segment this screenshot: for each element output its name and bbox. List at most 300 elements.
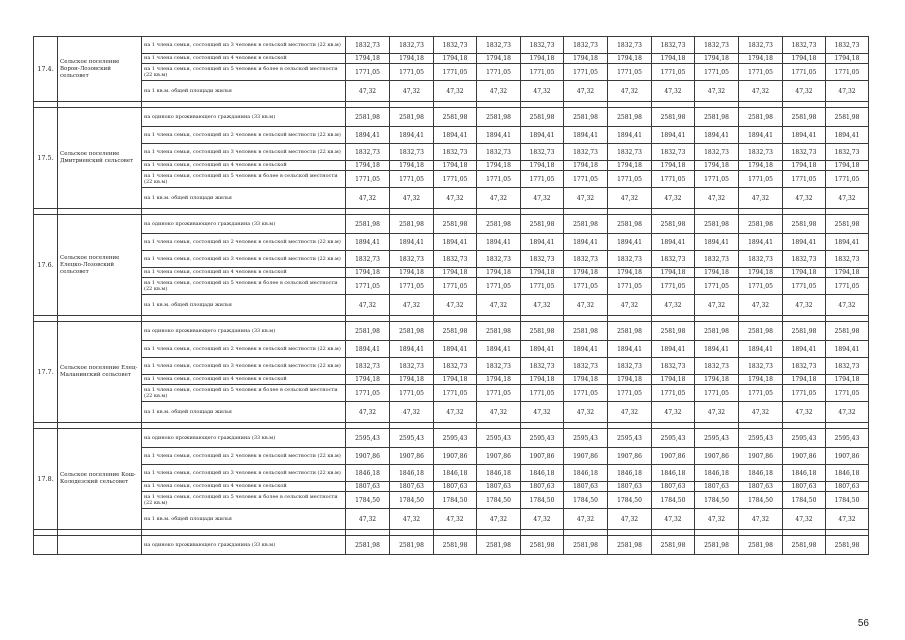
- cost-value-cell: 1794,18: [564, 54, 608, 64]
- cost-value-cell: 1894,41: [434, 234, 477, 251]
- cost-value-cell: 1784,50: [434, 492, 477, 509]
- cost-value-cell: 1771,05: [346, 385, 390, 402]
- norm-description: на 1 кв.м. общей площади жилья: [142, 402, 346, 423]
- cost-value-cell: 2581,98: [521, 322, 564, 341]
- cost-value-cell: 2595,43: [477, 429, 521, 448]
- cost-value-cell: 1846,18: [608, 465, 652, 482]
- cost-value-cell: 1832,73: [346, 144, 390, 161]
- cost-value-cell: 1832,73: [652, 144, 695, 161]
- cost-value-cell: 1771,05: [477, 278, 521, 295]
- cost-value-cell: 1784,50: [652, 492, 695, 509]
- cost-value-cell: 1832,73: [434, 37, 477, 54]
- cost-value-cell: 1794,18: [434, 375, 477, 385]
- cost-value-cell: 1771,05: [739, 171, 783, 188]
- cost-value-cell: 47,32: [826, 295, 869, 316]
- cost-value-cell: 1832,73: [564, 144, 608, 161]
- cost-value-cell: 1846,18: [477, 465, 521, 482]
- norm-description: на 1 члена семьи, состоящей из 2 человек в сельской местности (22 кв.м): [142, 341, 346, 358]
- norm-description: на 1 кв.м. общей площади жилья: [142, 509, 346, 530]
- cost-value-cell: 1794,18: [477, 161, 521, 171]
- cost-value-cell: 2581,98: [826, 108, 869, 127]
- norm-description: на 1 члена семьи, состоящей из 4 человек в сельской: [142, 161, 346, 171]
- cost-value-cell: 1832,73: [652, 37, 695, 54]
- cost-value-cell: 2581,98: [564, 108, 608, 127]
- cost-value-cell: 1807,63: [608, 482, 652, 492]
- cost-value-cell: 1784,50: [826, 492, 869, 509]
- norm-description: на 1 члена семьи, состоящей из 3 человек в сельской местности (22 кв.м): [142, 358, 346, 375]
- cost-value-cell: 1832,73: [739, 144, 783, 161]
- cost-value-cell: 1832,73: [477, 251, 521, 268]
- cost-value-cell: 47,32: [434, 188, 477, 209]
- cost-value-cell: 2581,98: [739, 322, 783, 341]
- cost-value-cell: 2581,98: [652, 322, 695, 341]
- norm-description: на одиноко проживающего гражданина (33 кв.м): [142, 108, 346, 127]
- cost-value-cell: 1894,41: [695, 127, 739, 144]
- cost-value-cell: 47,32: [652, 402, 695, 423]
- page-number: 56: [857, 618, 869, 629]
- cost-value-cell: 47,32: [739, 81, 783, 102]
- cost-value-cell: 1771,05: [477, 385, 521, 402]
- cost-value-cell: 1794,18: [826, 375, 869, 385]
- norm-description: на 1 кв.м. общей площади жилья: [142, 81, 346, 102]
- cost-value-cell: 2581,98: [739, 215, 783, 234]
- table-row: [34, 234, 869, 251]
- cost-value-cell: 47,32: [826, 509, 869, 530]
- cost-value-cell: 47,32: [564, 295, 608, 316]
- cost-value-cell: 1771,05: [434, 385, 477, 402]
- cost-value-cell: 1794,18: [783, 54, 826, 64]
- cost-value-cell: 1771,05: [783, 171, 826, 188]
- cost-value-cell: 2581,98: [652, 215, 695, 234]
- cost-value-cell: 47,32: [390, 81, 434, 102]
- cost-value-cell: 2581,98: [564, 215, 608, 234]
- cost-value-cell: 2595,43: [346, 429, 390, 448]
- cost-value-cell: 1832,73: [783, 144, 826, 161]
- settlement-number: 17.6.: [34, 215, 58, 316]
- cost-value-cell: 1832,73: [652, 358, 695, 375]
- cost-value-cell: 1807,63: [739, 482, 783, 492]
- cost-value-cell: 2581,98: [608, 108, 652, 127]
- table-row: [34, 465, 869, 482]
- cost-value-cell: 1771,05: [608, 64, 652, 81]
- cost-value-cell: 47,32: [608, 188, 652, 209]
- cost-value-cell: 1832,73: [739, 251, 783, 268]
- cost-value-cell: 1771,05: [783, 64, 826, 81]
- table-row: [34, 108, 869, 127]
- cost-value-cell: 1794,18: [739, 268, 783, 278]
- cost-value-cell: 1794,18: [434, 268, 477, 278]
- cost-value-cell: 1771,05: [521, 171, 564, 188]
- cost-value-cell: 1794,18: [521, 54, 564, 64]
- cost-value-cell: 1894,41: [521, 127, 564, 144]
- cost-value-cell: 47,32: [434, 81, 477, 102]
- table-row: [34, 295, 869, 316]
- cost-value-cell: 1794,18: [826, 54, 869, 64]
- cost-value-cell: 47,32: [826, 402, 869, 423]
- cost-value-cell: 47,32: [521, 295, 564, 316]
- cost-value-cell: 2581,98: [346, 322, 390, 341]
- cost-value-cell: 1832,73: [434, 144, 477, 161]
- cost-value-cell: 1832,73: [783, 358, 826, 375]
- cost-value-cell: 2581,98: [695, 536, 739, 555]
- cost-value-cell: 2581,98: [739, 108, 783, 127]
- cost-value-cell: 1807,63: [783, 482, 826, 492]
- cost-value-cell: 1794,18: [695, 161, 739, 171]
- tariff-table-sheet: [33, 36, 868, 555]
- cost-value-cell: 47,32: [477, 402, 521, 423]
- cost-value-cell: 1907,86: [434, 448, 477, 465]
- table-row: [34, 358, 869, 375]
- cost-value-cell: 47,32: [564, 188, 608, 209]
- cost-value-cell: 2581,98: [434, 536, 477, 555]
- cost-value-cell: 1832,73: [739, 358, 783, 375]
- cost-value-cell: 1771,05: [521, 385, 564, 402]
- cost-value-cell: 1894,41: [608, 234, 652, 251]
- cost-value-cell: 1894,41: [739, 234, 783, 251]
- cost-value-cell: 47,32: [434, 295, 477, 316]
- table-row: [34, 492, 869, 509]
- settlement-name: [58, 536, 142, 555]
- cost-value-cell: 1832,73: [346, 251, 390, 268]
- cost-value-cell: 1771,05: [826, 171, 869, 188]
- cost-value-cell: 1794,18: [564, 375, 608, 385]
- cost-value-cell: 47,32: [346, 402, 390, 423]
- cost-value-cell: 47,32: [346, 188, 390, 209]
- table-row: [34, 64, 869, 81]
- cost-value-cell: 2581,98: [608, 322, 652, 341]
- cost-value-cell: 1894,41: [521, 234, 564, 251]
- settlement-number: 17.7.: [34, 322, 58, 423]
- cost-value-cell: 1894,41: [826, 127, 869, 144]
- cost-value-cell: 47,32: [652, 295, 695, 316]
- cost-value-cell: 1771,05: [477, 64, 521, 81]
- cost-value-cell: 1794,18: [783, 161, 826, 171]
- cost-value-cell: 47,32: [783, 402, 826, 423]
- cost-value-cell: 1794,18: [434, 161, 477, 171]
- cost-value-cell: 47,32: [652, 509, 695, 530]
- cost-value-cell: 1832,73: [521, 358, 564, 375]
- cost-value-cell: 2581,98: [346, 536, 390, 555]
- cost-value-cell: 2581,98: [521, 108, 564, 127]
- cost-value-cell: 2581,98: [695, 215, 739, 234]
- cost-value-cell: 1846,18: [783, 465, 826, 482]
- cost-value-cell: 1794,18: [652, 268, 695, 278]
- norm-description: на 1 члена семьи, состоящей из 4 человек в сельской: [142, 375, 346, 385]
- cost-value-cell: 1846,18: [652, 465, 695, 482]
- cost-value-cell: 2595,43: [695, 429, 739, 448]
- cost-value-cell: 1832,73: [521, 251, 564, 268]
- cost-value-cell: 1771,05: [390, 278, 434, 295]
- cost-value-cell: 1771,05: [739, 278, 783, 295]
- norm-description: на 1 члена семьи, состоящей из 3 человек в сельской местности (22 кв.м): [142, 251, 346, 268]
- cost-value-cell: 1771,05: [652, 385, 695, 402]
- cost-value-cell: 1794,18: [477, 375, 521, 385]
- cost-value-cell: 1807,63: [346, 482, 390, 492]
- cost-value-cell: 47,32: [390, 509, 434, 530]
- cost-value-cell: 1832,73: [739, 37, 783, 54]
- cost-value-cell: 1794,18: [346, 268, 390, 278]
- cost-value-cell: 1807,63: [695, 482, 739, 492]
- cost-value-cell: 1771,05: [564, 171, 608, 188]
- cost-value-cell: 1784,50: [695, 492, 739, 509]
- cost-value-cell: 1771,05: [390, 385, 434, 402]
- table-row: [34, 171, 869, 188]
- settlement-number: 17.5.: [34, 108, 58, 209]
- cost-value-cell: 1794,18: [564, 268, 608, 278]
- norm-description: на 1 члена семьи, состоящей из 3 человек в сельской местности (22 кв.м): [142, 37, 346, 54]
- cost-value-cell: 2595,43: [652, 429, 695, 448]
- cost-value-cell: 1794,18: [608, 161, 652, 171]
- cost-value-cell: 1907,86: [564, 448, 608, 465]
- cost-value-cell: 1794,18: [695, 375, 739, 385]
- norm-description: на 1 члена семьи, состоящей из 3 человек в сельской местности (22 кв.м): [142, 144, 346, 161]
- cost-value-cell: 47,32: [739, 402, 783, 423]
- table-row: [34, 341, 869, 358]
- cost-value-cell: 1794,18: [521, 161, 564, 171]
- cost-value-cell: 47,32: [521, 402, 564, 423]
- table-row: [34, 54, 869, 64]
- cost-value-cell: 1771,05: [695, 171, 739, 188]
- cost-value-cell: 1784,50: [390, 492, 434, 509]
- cost-value-cell: 1771,05: [521, 278, 564, 295]
- cost-value-cell: 47,32: [346, 295, 390, 316]
- cost-value-cell: 1832,73: [346, 37, 390, 54]
- settlement-number: 17.8.: [34, 429, 58, 530]
- cost-value-cell: 1832,73: [608, 37, 652, 54]
- cost-value-cell: 1832,73: [390, 251, 434, 268]
- cost-value-cell: 1832,73: [695, 144, 739, 161]
- cost-value-cell: 2581,98: [434, 108, 477, 127]
- cost-value-cell: 1894,41: [390, 234, 434, 251]
- housing-cost-table: [33, 36, 869, 555]
- cost-value-cell: 47,32: [346, 81, 390, 102]
- cost-value-cell: 2581,98: [695, 108, 739, 127]
- cost-value-cell: 1894,41: [739, 127, 783, 144]
- norm-description: на 1 кв.м. общей площади жилья: [142, 188, 346, 209]
- cost-value-cell: 1771,05: [564, 385, 608, 402]
- cost-value-cell: 2581,98: [826, 215, 869, 234]
- cost-value-cell: 1771,05: [826, 64, 869, 81]
- cost-value-cell: 1846,18: [826, 465, 869, 482]
- cost-value-cell: 1894,41: [739, 341, 783, 358]
- cost-value-cell: 1794,18: [695, 268, 739, 278]
- cost-value-cell: 1846,18: [346, 465, 390, 482]
- cost-value-cell: 1894,41: [346, 234, 390, 251]
- cost-value-cell: 1771,05: [826, 385, 869, 402]
- cost-value-cell: 1771,05: [652, 278, 695, 295]
- cost-value-cell: 2581,98: [346, 108, 390, 127]
- cost-value-cell: 2581,98: [783, 322, 826, 341]
- cost-value-cell: 47,32: [390, 402, 434, 423]
- cost-value-cell: 1907,86: [695, 448, 739, 465]
- norm-description: на 1 члена семьи, состоящей из 5 человек и более в сельской местности (22 кв.м): [142, 64, 346, 81]
- cost-value-cell: 47,32: [434, 509, 477, 530]
- cost-value-cell: 2581,98: [346, 215, 390, 234]
- cost-value-cell: 1894,41: [695, 341, 739, 358]
- cost-value-cell: 1832,73: [390, 37, 434, 54]
- cost-value-cell: 2581,98: [477, 215, 521, 234]
- cost-value-cell: 1794,18: [346, 375, 390, 385]
- cost-value-cell: 47,32: [564, 81, 608, 102]
- cost-value-cell: 2581,98: [783, 215, 826, 234]
- cost-value-cell: 1784,50: [564, 492, 608, 509]
- cost-value-cell: 1894,41: [434, 341, 477, 358]
- cost-value-cell: 1771,05: [346, 64, 390, 81]
- cost-value-cell: 1894,41: [564, 127, 608, 144]
- cost-value-cell: 1894,41: [434, 127, 477, 144]
- cost-value-cell: 2581,98: [652, 108, 695, 127]
- cost-value-cell: 1894,41: [477, 234, 521, 251]
- cost-value-cell: 1894,41: [390, 127, 434, 144]
- cost-value-cell: 47,32: [608, 295, 652, 316]
- cost-value-cell: 1846,18: [739, 465, 783, 482]
- cost-value-cell: 47,32: [826, 81, 869, 102]
- cost-value-cell: 1794,18: [346, 161, 390, 171]
- cost-value-cell: 47,32: [521, 509, 564, 530]
- cost-value-cell: 1771,05: [346, 278, 390, 295]
- cost-value-cell: 1771,05: [739, 385, 783, 402]
- cost-value-cell: 2581,98: [477, 108, 521, 127]
- cost-value-cell: 1771,05: [564, 278, 608, 295]
- cost-value-cell: 1807,63: [652, 482, 695, 492]
- cost-value-cell: 1771,05: [652, 64, 695, 81]
- cost-value-cell: 1907,86: [477, 448, 521, 465]
- cost-value-cell: 1894,41: [390, 341, 434, 358]
- cost-value-cell: 2595,43: [739, 429, 783, 448]
- norm-description: на одиноко проживающего гражданина (33 кв.м): [142, 429, 346, 448]
- cost-value-cell: 1832,73: [434, 251, 477, 268]
- cost-value-cell: 1907,86: [652, 448, 695, 465]
- cost-value-cell: 2581,98: [390, 322, 434, 341]
- cost-value-cell: 1907,86: [390, 448, 434, 465]
- cost-value-cell: 1894,41: [652, 341, 695, 358]
- cost-value-cell: 1794,18: [521, 375, 564, 385]
- cost-value-cell: 1832,73: [608, 144, 652, 161]
- cost-value-cell: 1894,41: [783, 234, 826, 251]
- cost-value-cell: 47,32: [346, 509, 390, 530]
- cost-value-cell: 2581,98: [783, 108, 826, 127]
- cost-value-cell: 1832,73: [434, 358, 477, 375]
- table-row: [34, 536, 869, 555]
- cost-value-cell: 47,32: [608, 509, 652, 530]
- cost-value-cell: 2581,98: [521, 215, 564, 234]
- cost-value-cell: 1771,05: [390, 64, 434, 81]
- cost-value-cell: 1907,86: [521, 448, 564, 465]
- cost-value-cell: 2595,43: [826, 429, 869, 448]
- cost-value-cell: 1832,73: [826, 251, 869, 268]
- cost-value-cell: 1794,18: [564, 161, 608, 171]
- cost-value-cell: 1894,41: [564, 234, 608, 251]
- table-row: [34, 429, 869, 448]
- cost-value-cell: 47,32: [608, 402, 652, 423]
- norm-description: на одиноко проживающего гражданина (33 кв.м): [142, 322, 346, 341]
- cost-value-cell: 47,32: [434, 402, 477, 423]
- cost-value-cell: 1907,86: [783, 448, 826, 465]
- norm-description: на 1 кв.м. общей площади жилья: [142, 295, 346, 316]
- cost-value-cell: 1846,18: [434, 465, 477, 482]
- cost-value-cell: 1794,18: [477, 54, 521, 64]
- cost-value-cell: 2581,98: [608, 536, 652, 555]
- norm-description: на 1 члена семьи, состоящей из 2 человек в сельской местности (22 кв.м): [142, 127, 346, 144]
- cost-value-cell: 1794,18: [695, 54, 739, 64]
- cost-value-cell: 1894,41: [564, 341, 608, 358]
- cost-value-cell: 47,32: [739, 509, 783, 530]
- cost-value-cell: 47,32: [477, 81, 521, 102]
- cost-value-cell: 1894,41: [346, 341, 390, 358]
- table-row: [34, 127, 869, 144]
- cost-value-cell: 1771,05: [739, 64, 783, 81]
- cost-value-cell: 47,32: [695, 509, 739, 530]
- cost-value-cell: 1784,50: [783, 492, 826, 509]
- norm-description: на 1 члена семьи, состоящей из 5 человек и более в сельской местности (22 кв.м): [142, 171, 346, 188]
- cost-value-cell: 1832,73: [564, 358, 608, 375]
- cost-value-cell: 1832,73: [783, 251, 826, 268]
- cost-value-cell: 1832,73: [477, 144, 521, 161]
- cost-value-cell: 47,32: [826, 188, 869, 209]
- cost-value-cell: 1784,50: [739, 492, 783, 509]
- table-row: [34, 322, 869, 341]
- cost-value-cell: 1907,86: [608, 448, 652, 465]
- cost-value-cell: 1794,18: [739, 375, 783, 385]
- cost-value-cell: 1832,73: [521, 144, 564, 161]
- cost-value-cell: 1894,41: [477, 341, 521, 358]
- cost-value-cell: 2581,98: [390, 215, 434, 234]
- cost-value-cell: 1794,18: [783, 268, 826, 278]
- settlement-name: Сельское поселение Кош-Колодезский сельсовет: [58, 429, 142, 530]
- cost-value-cell: 1894,41: [652, 234, 695, 251]
- cost-value-cell: 1832,73: [695, 251, 739, 268]
- cost-value-cell: 2581,98: [564, 536, 608, 555]
- cost-value-cell: 2581,98: [477, 536, 521, 555]
- cost-value-cell: 1894,41: [783, 127, 826, 144]
- cost-value-cell: 1894,41: [346, 127, 390, 144]
- norm-description: на 1 члена семьи, состоящей из 5 человек и более в сельской местности (22 кв.м): [142, 385, 346, 402]
- cost-value-cell: 1794,18: [390, 268, 434, 278]
- settlement-name: Сельское поселение Елец-Маланинский сельсовет: [58, 322, 142, 423]
- cost-value-cell: 1771,05: [390, 171, 434, 188]
- cost-value-cell: 2581,98: [652, 536, 695, 555]
- cost-value-cell: 1894,41: [521, 341, 564, 358]
- cost-value-cell: 1832,73: [390, 144, 434, 161]
- cost-value-cell: 1846,18: [521, 465, 564, 482]
- cost-value-cell: 1771,05: [695, 64, 739, 81]
- cost-value-cell: 1894,41: [608, 341, 652, 358]
- cost-value-cell: 47,32: [739, 188, 783, 209]
- norm-description: на 1 члена семьи, состоящей из 4 человек в сельской: [142, 268, 346, 278]
- cost-value-cell: 47,32: [695, 81, 739, 102]
- cost-value-cell: 47,32: [390, 188, 434, 209]
- cost-value-cell: 1771,05: [477, 171, 521, 188]
- table-row: [34, 268, 869, 278]
- cost-value-cell: 2595,43: [390, 429, 434, 448]
- cost-value-cell: 2595,43: [434, 429, 477, 448]
- cost-value-cell: 47,32: [521, 188, 564, 209]
- cost-value-cell: 1832,73: [477, 37, 521, 54]
- cost-value-cell: 47,32: [564, 509, 608, 530]
- cost-value-cell: 1832,73: [608, 358, 652, 375]
- cost-value-cell: 1907,86: [346, 448, 390, 465]
- cost-value-cell: 1894,41: [695, 234, 739, 251]
- cost-value-cell: 2595,43: [783, 429, 826, 448]
- cost-value-cell: 2581,98: [390, 108, 434, 127]
- cost-value-cell: 47,32: [783, 188, 826, 209]
- cost-value-cell: 1807,63: [826, 482, 869, 492]
- cost-value-cell: 2581,98: [434, 215, 477, 234]
- cost-value-cell: 47,32: [652, 188, 695, 209]
- cost-value-cell: 47,32: [783, 295, 826, 316]
- cost-value-cell: 1771,05: [608, 385, 652, 402]
- cost-value-cell: 2581,98: [739, 536, 783, 555]
